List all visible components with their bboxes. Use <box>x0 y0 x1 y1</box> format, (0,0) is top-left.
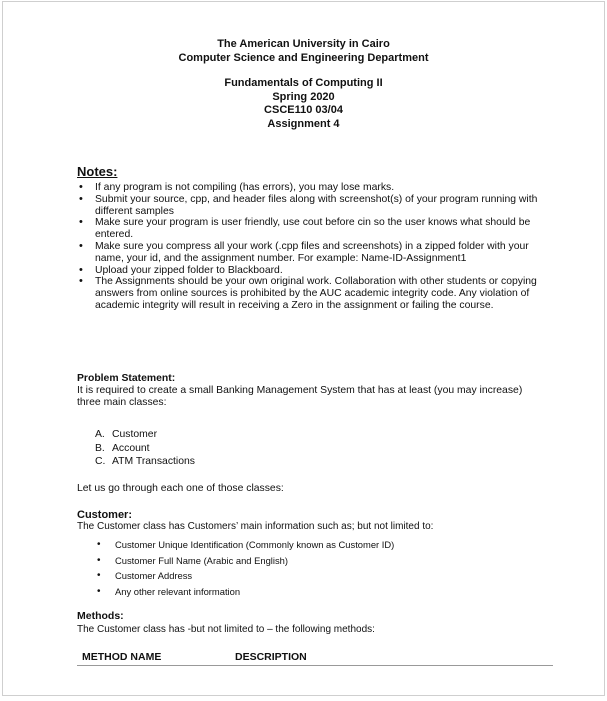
notes-section <box>77 164 547 312</box>
list-item: • Make sure your program is user friendly, use cout before cin so the user knows what should be entered. <box>77 217 547 241</box>
list-item: • Submit your source, cpp, and header files along with screenshot(s) of your program running with different samples <box>77 194 547 218</box>
customer-info-list <box>77 537 557 599</box>
method-table-header <box>77 651 553 666</box>
problem-statement <box>77 373 547 410</box>
university-name: The American University in Cairo <box>217 38 390 50</box>
list-letter: C. <box>95 456 106 467</box>
document-page <box>2 1 605 696</box>
classes-list <box>95 428 195 469</box>
term: Spring 2020 <box>272 90 335 103</box>
methods-title: Methods: <box>77 610 124 622</box>
class-name: ATM Transactions <box>112 456 195 467</box>
methods-section <box>77 610 557 636</box>
list-item <box>95 455 195 469</box>
class-name: Customer <box>112 429 158 440</box>
customer-text: The Customer class has Customers’ main information such as; but not limited to: <box>77 521 434 532</box>
list-item <box>95 442 195 456</box>
notes-title: Notes: <box>77 164 118 179</box>
list-item: • Customer Full Name (Arabic and English) <box>77 553 557 569</box>
course-code: CSCE110 03/04 <box>264 104 343 116</box>
problem-text: It is required to create a small Banking Management System that has at least (you may increase) three main classes: <box>77 385 523 409</box>
document-header <box>3 38 604 131</box>
customer-title: Customer: <box>77 509 133 521</box>
method-name-header: METHOD NAME <box>82 651 162 663</box>
list-item: • Make sure you compress all your work (.cpp files and screenshots) in a zipped folder with your name, your id, and the assignment number. For example: Name-ID-Assignment1 <box>77 241 547 265</box>
list-item: • Upload your zipped folder to Blackboard. <box>77 265 547 277</box>
course-name: Fundamentals of Computing II <box>224 77 383 89</box>
list-letter: B. <box>95 442 105 454</box>
methods-text: The Customer class has -but not limited to – the following methods: <box>77 624 375 635</box>
list-item: • Customer Unique Identification (Commonly known as Customer ID) <box>77 537 557 553</box>
class-name: Account <box>112 442 150 454</box>
description-header: DESCRIPTION <box>235 651 307 663</box>
customer-section <box>77 509 557 599</box>
list-letter: A. <box>95 429 105 440</box>
list-item: • Any other relevant information <box>77 584 557 600</box>
notes-list <box>77 182 547 312</box>
list-item: • Customer Address <box>77 568 557 584</box>
list-item: • The Assignments should be your own original work. Collaboration with other students or copying answers from online sources is prohibited by the AUC academic integrity code. Any violation of academic integrity will result in receiving a Zero in the assignment or failing the course. <box>77 276 547 311</box>
list-item: • If any program is not compiling (has errors), you may lose marks. <box>77 182 547 194</box>
problem-title: Problem Statement: <box>77 373 176 384</box>
list-item <box>95 428 195 442</box>
lets-go-text: Let us go through each one of those classes: <box>77 483 284 494</box>
department-name: Computer Science and Engineering Department <box>178 51 429 64</box>
assignment-title: Assignment 4 <box>267 117 340 130</box>
